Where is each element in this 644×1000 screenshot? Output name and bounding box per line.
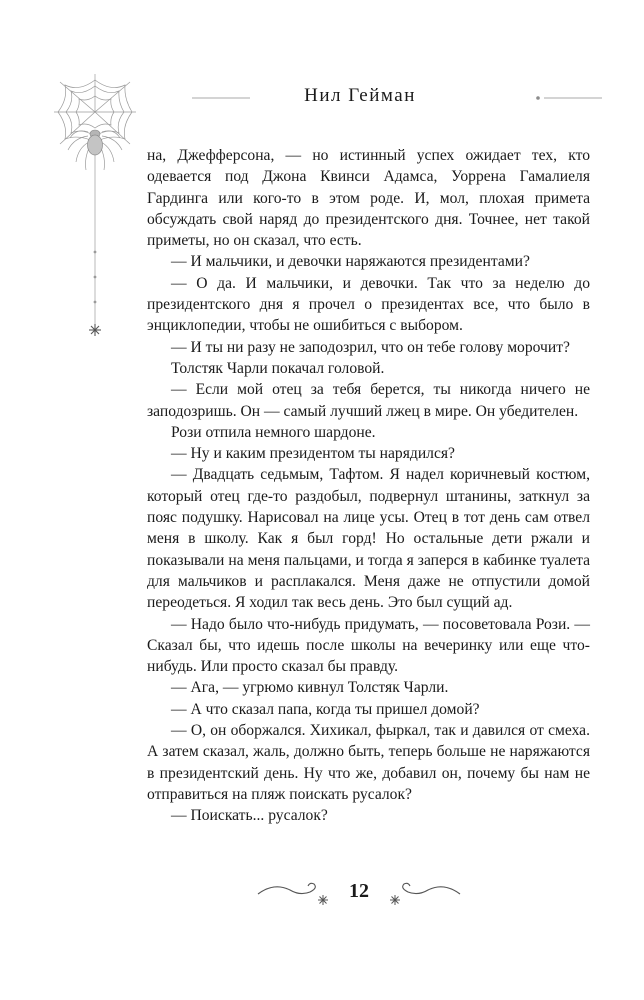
page-number: 12	[349, 880, 369, 902]
running-header-author: Нил Гейман	[250, 85, 470, 107]
paragraph: Рози отпила немного шардоне.	[171, 423, 376, 441]
paragraph: — О, он оборжался. Хихикал, фыркал, так и давился от смеха. А затем сказал, жаль, должно быть, теперь больше не наряжаются в президентский день. Ну что же, добавил он, почему бы нам не отправиться на пляж поискать русалок?	[147, 722, 590, 803]
paragraph: — Двадцать седьмым, Тафтом. Я надел коричневый костюм, который отец где-то раздобыл, подвернул штанины, заткнул за пояс подушку. Нарисовал на лице усы. Отец в тот день сам отвел меня в школу. Как я был горд! Но остальные дети ржали и показывали на меня пальцами, и тогда я заперся в кабинке туалета для мальчиков и расплакался. Меня даже не отпустили домой переодеться. Я ходил так весь день. Это был сущий ад.	[147, 466, 590, 612]
paragraph: — А что сказал папа, когда ты пришел домой?	[171, 700, 480, 718]
paragraph: Толстяк Чарли покачал головой.	[171, 359, 385, 377]
paragraph: — Ну и каким президентом ты нарядился?	[171, 445, 455, 463]
page-footer	[254, 874, 464, 918]
paragraph: — Поискать... русалок?	[171, 807, 328, 825]
paragraph: — И мальчики, и девочки наряжаются президентами?	[171, 253, 530, 271]
paragraph: на, Джефферсона, — но истинный успех ожидает тех, кто одевается под Джона Квинси Адамса, Уорренa Гамалиеля Гардинга или кого-то в этом роде. И, мол, плохая примета обсуждать свой наряд до президентского дня. Точнее, нет такой приметы, но он сказал, что есть.	[147, 147, 590, 250]
spider-web-icon	[52, 72, 138, 342]
paragraph: — Если мой отец за тебя берется, ты никогда ничего не заподозришь. Он — самый лучший лжец в мире. Он убедителен.	[147, 381, 590, 420]
paragraph: — Ага, — угрюмо кивнул Толстяк Чарли.	[171, 679, 449, 697]
paragraph: — И ты ни разу не заподозрил, что он тебе голову морочит?	[171, 338, 570, 356]
paragraph: — Надо было что-нибудь придумать, — посоветовала Рози. — Сказал бы, что идешь после школы на вечеринку или еще что-нибудь. Или просто сказал бы правду.	[147, 615, 590, 676]
body-text	[147, 145, 590, 827]
paragraph: — О да. И мальчики, и девочки. Так что за неделю до президентского дня я прочел о президентах все, что было в энциклопедии, чтобы не ошибиться с выбором.	[147, 274, 590, 335]
